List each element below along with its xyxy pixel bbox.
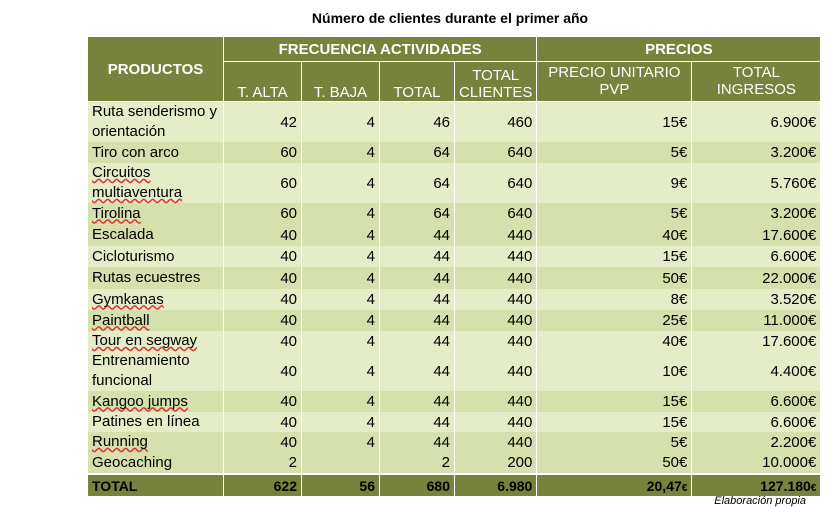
cell-t-alta: 40: [224, 289, 302, 310]
table-row: [88, 102, 821, 143]
product-name: Entrenamiento funcional: [88, 351, 224, 391]
table-row: [88, 412, 821, 432]
cell-total: 44: [380, 267, 455, 289]
table-row: [88, 351, 821, 391]
cell-total-clientes: 440: [455, 351, 537, 391]
product-name: Tirolina: [88, 203, 224, 224]
cell-t-alta: 40: [224, 331, 302, 351]
cell-total: 44: [380, 412, 455, 432]
cell-precio-unitario: 15€: [537, 412, 692, 432]
table-row: [88, 267, 821, 289]
totals-clientes: 6.980: [455, 474, 537, 496]
cell-t-baja: 4: [302, 163, 380, 203]
cell-t-baja: 4: [302, 289, 380, 310]
cell-t-baja: 4: [302, 391, 380, 412]
cell-total: 44: [380, 432, 455, 452]
product-name: Kangoo jumps: [88, 391, 224, 412]
cell-t-alta: 40: [224, 246, 302, 267]
table-row: [88, 289, 821, 310]
cell-total-ingresos: 3.200€: [692, 142, 821, 163]
cell-total: 44: [380, 224, 455, 246]
cell-total: 64: [380, 163, 455, 203]
cell-total-ingresos: 5.760€: [692, 163, 821, 203]
cell-total-clientes: 440: [455, 289, 537, 310]
cell-total-clientes: 440: [455, 331, 537, 351]
totals-alta: 622: [224, 474, 302, 496]
table-row: [88, 246, 821, 267]
totals-ingresos: 127.180€: [692, 474, 821, 496]
cell-t-alta: 40: [224, 412, 302, 432]
cell-total-clientes: 640: [455, 142, 537, 163]
header-t-baja: T. BAJA: [302, 62, 380, 102]
product-name: Geocaching: [88, 452, 224, 474]
cell-t-baja: 4: [302, 102, 380, 143]
product-name: Paintball: [88, 310, 224, 331]
totals-baja: 56: [302, 474, 380, 496]
totals-total: 680: [380, 474, 455, 496]
cell-t-baja: 4: [302, 412, 380, 432]
cell-total: 44: [380, 310, 455, 331]
cell-precio-unitario: 40€: [537, 224, 692, 246]
cell-t-baja: 4: [302, 351, 380, 391]
cell-total-clientes: 640: [455, 203, 537, 224]
cell-t-baja: 4: [302, 432, 380, 452]
header-total: TOTAL: [380, 62, 455, 102]
totals-precio: 20,47€: [537, 474, 692, 496]
header-t-alta: T. ALTA: [224, 62, 302, 102]
cell-t-alta: 42: [224, 102, 302, 143]
header-frecuencia: FRECUENCIA ACTIVIDADES: [224, 37, 537, 62]
cell-t-baja: 4: [302, 331, 380, 351]
cell-t-baja: [302, 452, 380, 474]
clients-table: [87, 36, 821, 496]
cell-total: 64: [380, 203, 455, 224]
cell-total-ingresos: 6.600€: [692, 246, 821, 267]
cell-total: 44: [380, 391, 455, 412]
cell-t-baja: 4: [302, 246, 380, 267]
cell-precio-unitario: 50€: [537, 267, 692, 289]
cell-precio-unitario: 15€: [537, 391, 692, 412]
product-name: Tour en segway: [88, 331, 224, 351]
header-precios: PRECIOS: [537, 37, 821, 62]
product-name: Escalada: [88, 224, 224, 246]
product-name: Circuitos multiaventura: [88, 163, 224, 203]
cell-precio-unitario: 25€: [537, 310, 692, 331]
cell-total: 44: [380, 246, 455, 267]
cell-total-ingresos: 6.600€: [692, 391, 821, 412]
cell-total: 44: [380, 351, 455, 391]
cell-t-alta: 40: [224, 267, 302, 289]
product-name: Running: [88, 432, 224, 452]
cell-total-clientes: 640: [455, 163, 537, 203]
cell-total-clientes: 200: [455, 452, 537, 474]
cell-t-alta: 40: [224, 224, 302, 246]
cell-total-clientes: 440: [455, 391, 537, 412]
header-productos: PRODUCTOS: [88, 37, 224, 102]
cell-precio-unitario: 8€: [537, 289, 692, 310]
header-precio-unitario: PRECIO UNITARIO PVP: [537, 62, 692, 102]
cell-t-alta: 2: [224, 452, 302, 474]
cell-t-baja: 4: [302, 203, 380, 224]
table-row: [88, 142, 821, 163]
cell-t-alta: 40: [224, 432, 302, 452]
cell-t-alta: 40: [224, 351, 302, 391]
cell-total-ingresos: 3.520€: [692, 289, 821, 310]
cell-precio-unitario: 5€: [537, 432, 692, 452]
table-row: [88, 224, 821, 246]
header-total-ingresos: TOTAL INGRESOS: [692, 62, 821, 102]
cell-t-baja: 4: [302, 310, 380, 331]
cell-t-alta: 40: [224, 310, 302, 331]
cell-total: 46: [380, 102, 455, 143]
cell-total: 44: [380, 289, 455, 310]
table-title: Número de clientes durante el primer año: [311, 10, 589, 26]
totals-row: [88, 474, 821, 496]
cell-total: 2: [380, 452, 455, 474]
cell-precio-unitario: 15€: [537, 246, 692, 267]
source-note: Elaboración propia: [714, 495, 806, 507]
cell-t-alta: 60: [224, 163, 302, 203]
cell-t-baja: 4: [302, 142, 380, 163]
cell-total-ingresos: 17.600€: [692, 331, 821, 351]
cell-total-clientes: 440: [455, 310, 537, 331]
product-name: Ruta senderismo y orientación: [88, 102, 224, 143]
cell-precio-unitario: 9€: [537, 163, 692, 203]
cell-t-alta: 40: [224, 391, 302, 412]
cell-precio-unitario: 50€: [537, 452, 692, 474]
cell-total-ingresos: 17.600€: [692, 224, 821, 246]
cell-t-baja: 4: [302, 267, 380, 289]
cell-precio-unitario: 10€: [537, 351, 692, 391]
totals-label: TOTAL: [88, 474, 224, 496]
cell-total-ingresos: 11.000€: [692, 310, 821, 331]
product-name: Patines en línea: [88, 412, 224, 432]
product-name: Cicloturismo: [88, 246, 224, 267]
table-row: [88, 391, 821, 412]
header-total-clientes: TOTAL CLIENTES: [455, 62, 537, 102]
cell-total-clientes: 440: [455, 246, 537, 267]
cell-t-alta: 60: [224, 142, 302, 163]
cell-total-ingresos: 10.000€: [692, 452, 821, 474]
cell-total-clientes: 440: [455, 267, 537, 289]
product-name: Gymkanas: [88, 289, 224, 310]
table-row: [88, 452, 821, 474]
cell-total-ingresos: 6.600€: [692, 412, 821, 432]
cell-t-baja: 4: [302, 224, 380, 246]
cell-total-clientes: 440: [455, 224, 537, 246]
cell-total-ingresos: 6.900€: [692, 102, 821, 143]
cell-total-ingresos: 3.200€: [692, 203, 821, 224]
cell-precio-unitario: 5€: [537, 203, 692, 224]
cell-total-ingresos: 2.200€: [692, 432, 821, 452]
table-row: [88, 310, 821, 331]
cell-precio-unitario: 15€: [537, 102, 692, 143]
cell-t-alta: 60: [224, 203, 302, 224]
cell-total-ingresos: 4.400€: [692, 351, 821, 391]
cell-total-clientes: 440: [455, 412, 537, 432]
table-row: [88, 203, 821, 224]
table-row: [88, 331, 821, 351]
table-row: [88, 163, 821, 203]
product-name: Rutas ecuestres: [88, 267, 224, 289]
cell-precio-unitario: 40€: [537, 331, 692, 351]
cell-precio-unitario: 5€: [537, 142, 692, 163]
cell-total-clientes: 460: [455, 102, 537, 143]
cell-total-clientes: 440: [455, 432, 537, 452]
cell-total: 44: [380, 331, 455, 351]
cell-total-ingresos: 22.000€: [692, 267, 821, 289]
table-row: [88, 432, 821, 452]
product-name: Tiro con arco: [88, 142, 224, 163]
cell-total: 64: [380, 142, 455, 163]
